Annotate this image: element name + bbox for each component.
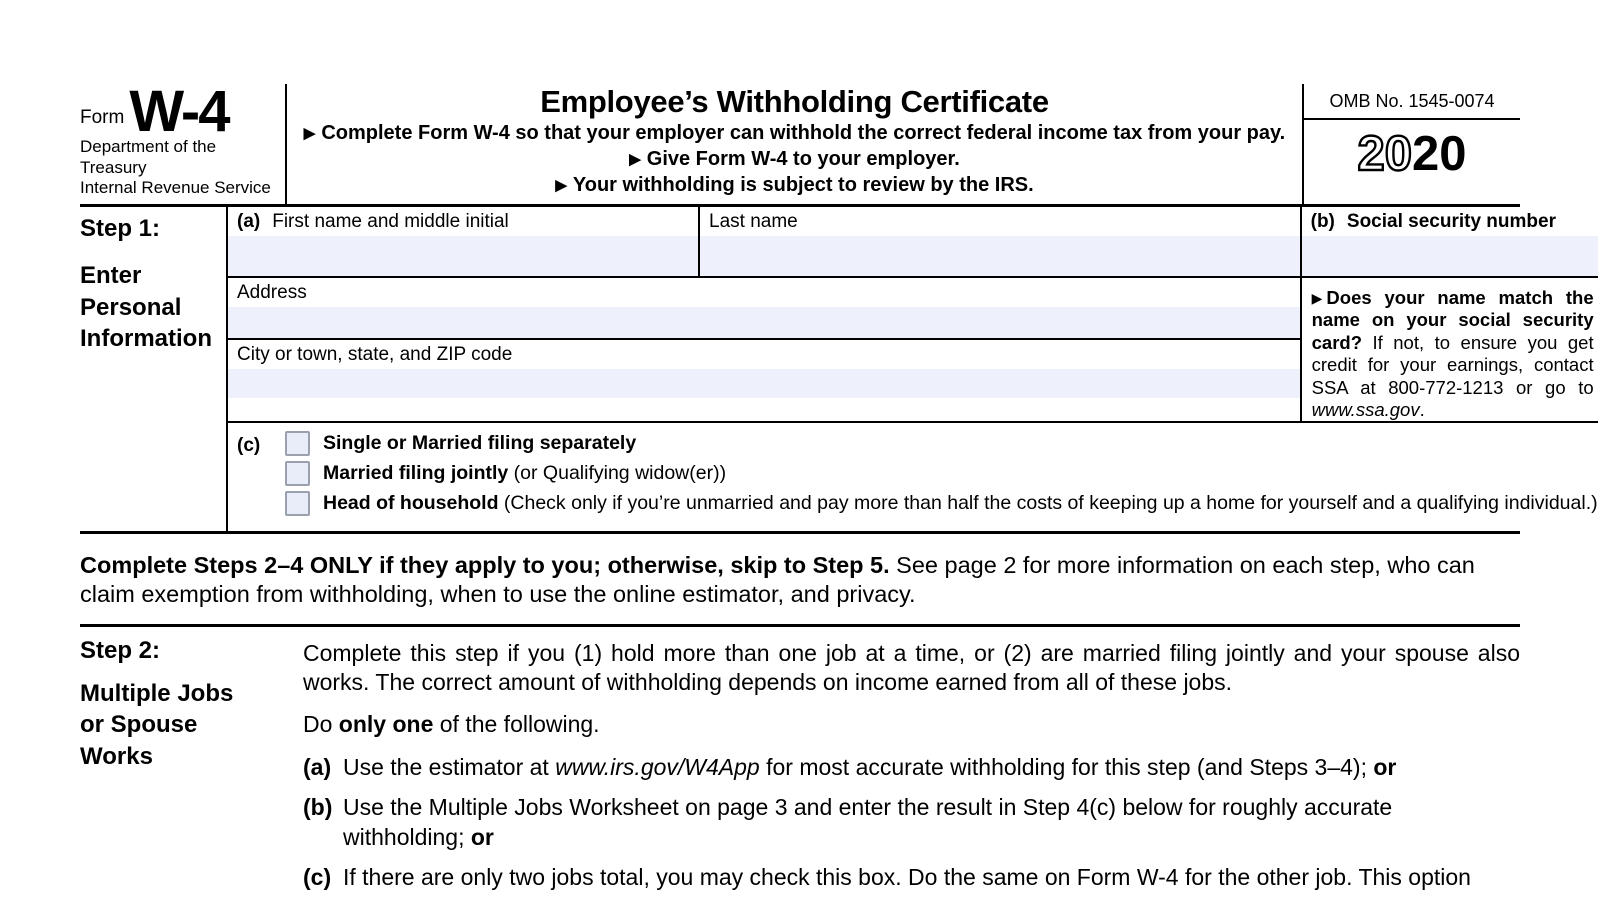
ssn-label xyxy=(1302,207,1598,236)
form-sheet xyxy=(80,79,1598,903)
step1-section xyxy=(80,207,1598,534)
do-text: Do xyxy=(303,710,339,737)
address-label xyxy=(228,278,1300,307)
item-c-prefix: (c) xyxy=(303,863,332,890)
step2-label-column xyxy=(80,637,303,903)
first-name-label xyxy=(228,207,698,236)
step2-intro: Complete this step if you (1) hold more than one job at a time, or (2) are married filing jointly and your spouse also works. The correct amount of withholding depends on income earned from all of these jobs. xyxy=(303,639,1520,695)
item-text: Use the Multiple Jobs Worksheet on page 3 and enter the result in Step 4(c) below for roughly accurate withholding; xyxy=(343,794,1393,850)
address-cell xyxy=(228,278,1300,340)
step2-sublabel-line: or Spouse xyxy=(80,711,198,739)
agency-line: Department of the Treasury xyxy=(80,136,217,177)
step1-label: Step 1: xyxy=(80,215,161,242)
option-label xyxy=(323,462,726,485)
filing-status-row xyxy=(228,423,1598,531)
arrow-right-icon: ▶ xyxy=(555,176,567,194)
step1-fields-area xyxy=(228,207,1598,531)
step2-section xyxy=(80,627,1520,903)
step1-sublabel-line: Personal xyxy=(80,293,182,321)
item-a-text xyxy=(343,753,1520,782)
ssn-input[interactable] xyxy=(1302,236,1598,276)
head-of-household-checkbox[interactable] xyxy=(285,491,310,516)
field-c-prefix: (c) xyxy=(237,435,261,457)
field-label-text: Last name xyxy=(709,211,798,232)
bullet-text: Your withholding is subject to review by the IRS. xyxy=(572,173,1034,196)
omb-number: OMB No. 1545-0074 xyxy=(1304,84,1520,120)
do-bold-text: only one xyxy=(338,710,434,737)
agency-block xyxy=(80,137,279,199)
item-or-text: or xyxy=(470,823,494,850)
step1-label-column xyxy=(80,207,228,531)
step2-body xyxy=(303,637,1520,903)
item-b-text xyxy=(343,793,1520,851)
item-b-prefix: (b) xyxy=(303,794,333,821)
bullet-text: Give Form W-4 to your employer. xyxy=(646,147,960,170)
field-label-text: Address xyxy=(237,282,307,303)
address-input[interactable] xyxy=(228,307,1300,338)
step2-sublabel-line: Works xyxy=(80,742,153,770)
city-state-zip-cell xyxy=(228,340,1300,398)
item-text: for most accurate withholding for this step (and Steps 3–4); xyxy=(759,754,1374,781)
filing-status-option-married-jointly xyxy=(285,461,1598,486)
option-rest-text: (Check only if you’re unmarried and pay more than half the costs of keeping up a home for yourself and a qualifying individual.) xyxy=(498,492,1598,515)
field-label-text: First name and middle initial xyxy=(272,211,509,232)
filing-status-option-head-of-household xyxy=(285,491,1598,516)
item-text: If there are only two jobs total, you may check this box. Do the same on Form W-4 for the other job. This option xyxy=(343,863,1471,890)
arrow-right-icon: ▶ xyxy=(303,124,316,142)
last-name-label xyxy=(700,207,1300,236)
option-label xyxy=(323,492,1598,515)
option-bold-text: Head of household xyxy=(323,492,499,515)
option-bold-text: Single or Married filing separately xyxy=(323,432,637,455)
first-name-input[interactable] xyxy=(228,236,698,276)
married-jointly-checkbox[interactable] xyxy=(285,461,310,486)
filing-status-options xyxy=(285,431,1598,521)
city-state-zip-input[interactable] xyxy=(228,369,1300,398)
field-a-prefix: (a) xyxy=(237,211,261,232)
ssn-name-match-note xyxy=(1302,278,1598,421)
field-b-prefix: (b) xyxy=(1310,211,1335,232)
instruction-text: See page 2 for more information on each step, who can claim exemption from withholding, when to use the online estimator, and privacy. xyxy=(80,552,1475,607)
city-state-zip-label xyxy=(228,340,1300,369)
arrow-right-icon: ▶ xyxy=(1311,290,1323,306)
form-word: Form xyxy=(80,106,125,128)
step2-item-b xyxy=(303,793,1520,851)
bullet-text: Complete Form W-4 so that your employer can withhold the correct federal income tax from your pay. xyxy=(321,121,1286,144)
page-title: Employee’s Withholding Certificate xyxy=(540,84,1049,119)
step2-sublabel-line: Multiple Jobs xyxy=(80,679,234,707)
step2-item-c xyxy=(303,863,1520,892)
arrow-right-icon: ▶ xyxy=(629,150,641,168)
header-bullet xyxy=(287,172,1302,198)
last-name-input[interactable] xyxy=(700,236,1300,276)
ssn-cell xyxy=(1302,207,1598,278)
item-c-text xyxy=(343,863,1520,892)
year-outline-digits: 20 xyxy=(1357,127,1412,181)
field-label-text: Social security number xyxy=(1346,211,1556,232)
form-header xyxy=(80,79,1520,207)
tax-year xyxy=(1304,120,1520,179)
field-label-text: City or town, state, and ZIP code xyxy=(237,344,513,365)
step2-item-a xyxy=(303,753,1520,782)
header-bullet xyxy=(287,146,1302,172)
instruction-bold-text: Complete Steps 2–4 ONLY if they apply to you; otherwise, skip to Step 5. xyxy=(80,552,890,579)
step2-sublabel xyxy=(80,678,303,773)
option-rest-text: (or Qualifying widow(er)) xyxy=(508,462,727,485)
note-bold-text: Does your name match the name on your social security card? xyxy=(1311,287,1594,353)
step1-sublabel xyxy=(80,260,226,355)
last-name-cell xyxy=(700,207,1300,276)
step2-do-line xyxy=(303,710,1520,739)
form-id-block xyxy=(80,79,287,204)
step2-label: Step 2: xyxy=(80,636,161,664)
note-text: If not, to ensure you get credit for your earnings, contact SSA at 800-772-1213 or go to xyxy=(1311,331,1594,398)
option-label xyxy=(323,432,636,455)
item-or-text: or xyxy=(1373,754,1397,781)
filing-status-option-single xyxy=(285,431,1598,456)
form-title-block xyxy=(287,84,1302,204)
note-text: . xyxy=(1419,398,1425,420)
step1-sublabel-line: Enter xyxy=(80,262,142,289)
do-text: of the following. xyxy=(433,710,600,737)
year-bold-digits: 20 xyxy=(1412,127,1467,181)
ssa-url-text: www.ssa.gov xyxy=(1311,398,1420,420)
form-number-block xyxy=(80,79,279,144)
item-text: Use the estimator at xyxy=(343,754,556,781)
steps-2-4-instruction xyxy=(80,551,1492,608)
form-number: W-4 xyxy=(129,79,229,144)
header-bullet xyxy=(287,120,1302,146)
option-bold-text: Married filing jointly xyxy=(323,462,509,485)
item-a-prefix: (a) xyxy=(303,754,332,781)
estimator-url-text: www.irs.gov/W4App xyxy=(555,754,760,781)
step1-sublabel-line: Information xyxy=(80,325,212,353)
omb-year-block xyxy=(1302,84,1520,204)
first-name-cell xyxy=(228,207,700,276)
agency-line: Internal Revenue Service xyxy=(80,178,271,198)
single-checkbox[interactable] xyxy=(285,431,310,456)
